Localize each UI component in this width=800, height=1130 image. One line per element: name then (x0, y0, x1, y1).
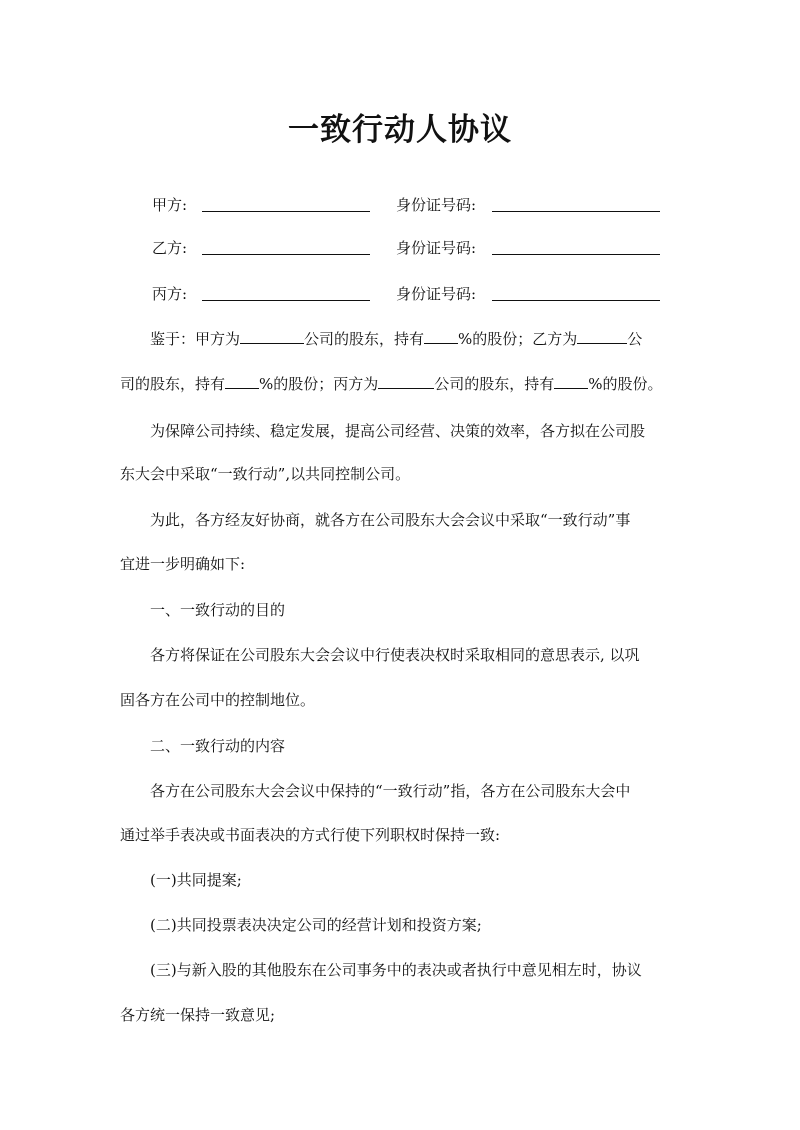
party-row-a (152, 190, 672, 220)
recital-text: 公 (627, 330, 643, 348)
section-2-heading: 二、一致行动的内容 (150, 737, 286, 755)
share-percent-blank (554, 374, 588, 389)
recital-text: %的股份；乙方为 (458, 330, 578, 348)
section-2-body-line-2: 通过举手表决或书面表决的方式行使下列职权时保持一致: (120, 826, 501, 844)
party-name-blank (202, 300, 370, 301)
item-3-line-1: (三)与新入股的其他股东在公司事务中的表决或者执行中意见相左时，协议 (150, 961, 642, 979)
agreement-paragraph-line-1: 为此，各方经友好协商，就各方在公司股东大会会议中采取“一致行动”事 (150, 511, 631, 529)
company-blank (240, 329, 304, 344)
recital-text: 司的股东，持有 (120, 375, 226, 393)
party-label: 甲方: (152, 196, 188, 214)
item-2: (二)共同投票表决决定公司的经营计划和投资方案; (150, 916, 482, 934)
share-percent-blank (424, 329, 458, 344)
item-3-line-2: 各方统一保持一致意见; (120, 1006, 276, 1024)
share-percent-blank (225, 374, 259, 389)
document-title: 一致行动人协议 (288, 112, 512, 148)
party-row-b (152, 233, 672, 263)
recital-text: 公司的股东，持有 (304, 330, 425, 348)
recital-line-2 (120, 369, 680, 399)
id-number-blank (492, 300, 660, 301)
id-number-label: 身份证号码: (396, 239, 477, 257)
party-name-blank (202, 211, 370, 212)
section-1-body-line-2: 固各方在公司中的控制地位。 (120, 691, 316, 709)
recital-line-1 (150, 324, 680, 354)
purpose-paragraph-line-1: 为保障公司持续、稳定发展，提高公司经营、决策的效率，各方拟在公司股 (150, 422, 646, 440)
purpose-paragraph-line-2: 东大会中采取“一致行动”,以共同控制公司。 (120, 465, 411, 483)
company-blank (378, 374, 434, 389)
agreement-paragraph-line-2: 宜进一步明确如下: (120, 555, 246, 573)
recital-text: %的股份。 (588, 375, 663, 393)
company-blank (577, 329, 627, 344)
section-1-body-line-1: 各方将保证在公司股东大会会议中行使表决权时采取相同的意思表示, 以巩 (150, 646, 640, 664)
party-row-c (152, 279, 672, 309)
party-label: 丙方: (152, 285, 188, 303)
recital-text: 公司的股东，持有 (434, 375, 555, 393)
id-number-blank (492, 211, 660, 212)
id-number-label: 身份证号码: (396, 196, 477, 214)
section-2-body-line-1: 各方在公司股东大会会议中保持的“一致行动”指，各方在公司股东大会中 (150, 782, 631, 800)
id-number-label: 身份证号码: (396, 285, 477, 303)
id-number-blank (492, 254, 660, 255)
party-label: 乙方: (152, 239, 188, 257)
party-name-blank (202, 254, 370, 255)
recital-text: 鉴于：甲方为 (150, 330, 241, 348)
section-1-heading: 一、一致行动的目的 (150, 601, 286, 619)
recital-text: %的股份；丙方为 (259, 375, 379, 393)
item-1: (一)共同提案; (150, 871, 242, 889)
